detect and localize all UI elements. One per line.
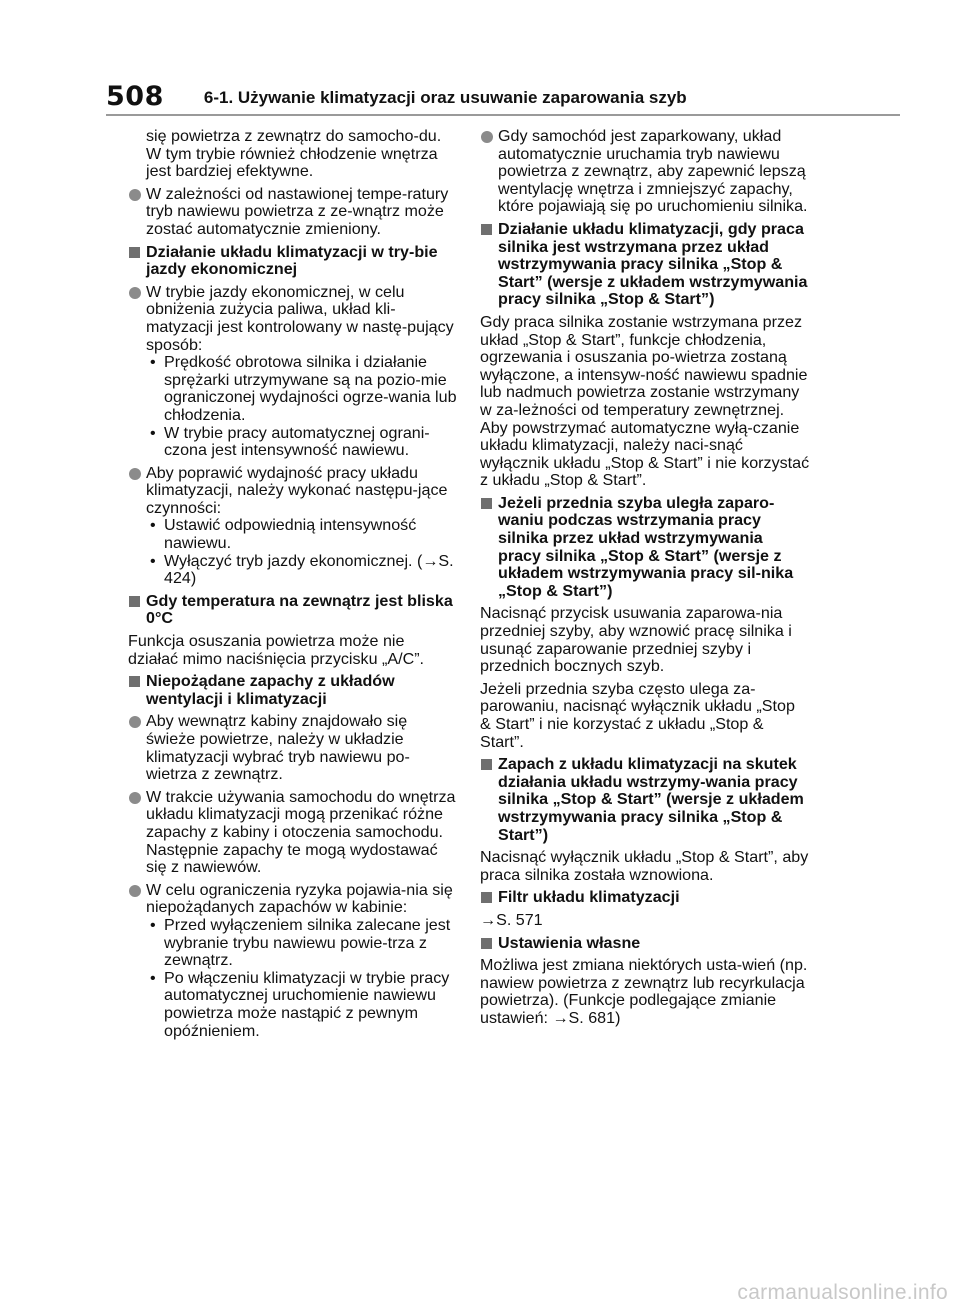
bullet-circle-icon	[481, 131, 493, 143]
sub-bullet-icon: •	[150, 551, 156, 570]
heading-text: Działanie układu klimatyzacji, gdy praca silnika jest wstrzymana przez układ wstrzymywania pracy silnika „Stop & Start” (wersje z układem wstrzymywania pracy silnika „Stop & Start”)	[498, 219, 808, 309]
heading-text: Niepożądane zapachy z układów wentylacji i klimatyzacji	[146, 672, 395, 708]
paragraph: Możliwa jest zmiana niektórych usta-wień (np. nawiew powietrza z zewnątrz lub recyrkulacja powietrza). (Funkcje podlegające zmianie ustawień: →S. 681)	[480, 956, 808, 1027]
sub-bullet-icon: •	[150, 968, 156, 987]
section-heading	[128, 593, 458, 628]
bullet-text: W trakcie używania samochodu do wnętrza układu klimatyzacji mogą przenikać różne zapachy z kabiny i otoczenia samochodu. Następnie zapachy te mogą wydostawać się z nawiewów.	[146, 787, 456, 877]
sub-item	[146, 425, 458, 460]
bullet-item	[128, 284, 458, 460]
bullet-text: W celu ograniczenia ryzyka pojawia-nia się niepożądanych zapachów w kabinie:	[146, 880, 453, 917]
left-column	[128, 128, 458, 1045]
bullet-text: Aby poprawić wydajność pracy układu klimatyzacji, należy wykonać następu-jące czynności:	[146, 463, 448, 517]
sub-item-text: Przed wyłączeniem silnika zalecane jest wybranie trybu nawiewu powie-trza z zewnątrz.	[164, 915, 451, 970]
sub-list	[146, 917, 458, 1040]
paragraph: Nacisnąć przycisk usuwania zaparowa-nia przedniej szyby, aby wznowić pracę silnika i usunąć zaparowanie przedniej szyby i przednich bocznych szyb.	[480, 604, 792, 676]
bullet-item	[128, 186, 458, 239]
sub-item	[146, 517, 458, 552]
bullet-circle-icon	[129, 189, 141, 201]
sub-list	[146, 354, 458, 460]
bullet-item	[128, 789, 458, 877]
paragraph: Gdy praca silnika zostanie wstrzymana przez układ „Stop & Start”, funkcje chłodzenia, ogrzewania i osuszania po-wietrza zostaną wyłączone, a intensyw-ność nawiewu spadnie lub nadmuch powietrza zostanie wstrzymany w za-leżności od temperatury zewnętrznej. Aby powstrzymać automatyczne wyłą-czanie układu klimatyzacji, należy naci-snąć wyłącznik układu „Stop & Start” i nie korzystać z układu „Stop & Start”.	[480, 312, 810, 490]
bullet-circle-icon	[129, 468, 141, 480]
heading-square-icon	[481, 498, 492, 509]
bullet-circle-icon	[129, 792, 141, 804]
bullet-item	[128, 713, 458, 783]
sub-bullet-icon: •	[150, 353, 156, 372]
header-divider	[106, 114, 900, 116]
heading-square-icon	[481, 224, 492, 235]
bullet-circle-icon	[129, 885, 141, 897]
sub-bullet-icon: •	[150, 516, 156, 535]
section-heading	[480, 495, 810, 601]
section-heading	[480, 889, 810, 907]
bullet-text: Aby wewnątrz kabiny znajdowało się świeże powietrze, należy w układzie klimatyzacji wybrać tryb nawiewu po-wietrza z zewnątrz.	[146, 712, 410, 784]
sub-list	[146, 517, 458, 587]
bullet-circle-icon	[129, 716, 141, 728]
sub-item-text: W trybie pracy automatycznej ograni-czona jest intensywność nawiewu.	[164, 423, 430, 460]
heading-square-icon	[129, 676, 140, 687]
sub-item	[146, 354, 458, 424]
heading-square-icon	[481, 759, 492, 770]
bullet-text: Gdy samochód jest zaparkowany, układ automatycznie uruchamia tryb nawiewu powietrza z zewnątrz, aby zapewnić lepszą wentylację wnętrza i zmniejszyć zapachy, które pojawiają się po uruchomieniu silnika.	[498, 127, 808, 216]
heading-square-icon	[129, 596, 140, 607]
right-column	[480, 128, 810, 1033]
sub-item	[146, 553, 458, 588]
heading-square-icon	[129, 247, 140, 258]
bullet-text: W zależności od nastawionej tempe-ratury tryb nawiewu powietrza z ze-wnątrz może zostać automatycznie zmieniony.	[146, 184, 449, 238]
paragraph-continuation: się powietrza z zewnątrz do samocho-du. W tym trybie również chłodzenie wnętrza jest bardziej efektywne.	[146, 127, 442, 181]
paragraph: →S. 571	[480, 910, 543, 929]
section-heading	[480, 756, 810, 844]
page-number: 508	[106, 81, 164, 112]
heading-text: Działanie układu klimatyzacji w try-bie jazdy ekonomicznej	[146, 242, 438, 279]
heading-text: Filtr układu klimatyzacji	[498, 888, 680, 907]
heading-square-icon	[481, 938, 492, 949]
bullet-item	[480, 128, 810, 216]
paragraph: Funkcja osuszania powietrza może nie działać mimo naciśnięcia przycisku „A/C”.	[128, 632, 425, 668]
sub-item-text: Wyłączyć tryb jazdy ekonomicznej. (→S. 424)	[164, 551, 454, 588]
sub-item	[146, 917, 458, 970]
sub-bullet-icon: •	[150, 423, 156, 442]
page-header	[106, 76, 900, 112]
heading-text: Jeżeli przednia szyba uległa zaparo-waniu podczas wstrzymania pracy silnika przez układ wstrzymywania pracy silnika „Stop & Start” (wersje z układem wstrzymywania pracy sil-nika „Stop & Start”)	[498, 493, 794, 600]
section-heading	[128, 673, 458, 708]
sub-item	[146, 970, 458, 1040]
heading-text: Zapach z układu klimatyzacji na skutek działania układu wstrzymy-wania pracy silnika „Stop & Start” (wersje z układem wstrzymywania pracy silnika „Stop & Start”)	[498, 755, 804, 844]
heading-text: Ustawienia własne	[498, 933, 641, 952]
heading-text: Gdy temperatura na zewnątrz jest bliska 0°C	[146, 591, 453, 628]
bullet-item	[128, 882, 458, 1040]
paragraph: Jeżeli przednia szyba często ulega za-parowaniu, nacisnąć wyłącznik układu „Stop & Start” i nie korzystać z układu „Stop & Start”.	[480, 679, 795, 751]
heading-square-icon	[481, 892, 492, 903]
section-heading	[480, 221, 810, 309]
section-heading	[128, 244, 458, 279]
paragraph: Nacisnąć wyłącznik układu „Stop & Start”, aby praca silnika została wznowiona.	[480, 848, 809, 884]
chapter-title: 6-1. Używanie klimatyzacji oraz usuwanie zaparowania szyb	[203, 88, 687, 107]
bullet-text: W trybie jazdy ekonomicznej, w celu obniżenia zużycia paliwa, układ kli-matyzacji jest kontrolowany w nastę-pujący sposób:	[146, 282, 454, 354]
bullet-item	[128, 465, 458, 588]
sub-item-text: Prędkość obrotowa silnika i działanie sprężarki utrzymywane są na pozio-mie ograniczonej wydajności ogrze-wania lub chłodzenia.	[164, 353, 457, 424]
section-heading	[480, 935, 810, 953]
sub-item-text: Ustawić odpowiednią intensywność nawiewu.	[164, 516, 417, 553]
sub-item-text: Po włączeniu klimatyzacji w trybie pracy automatycznej uruchomienie nawiewu powietrza może nastąpić z pewnym opóźnieniem.	[164, 968, 450, 1040]
watermark: carmanualsonline.info	[737, 1281, 948, 1304]
sub-bullet-icon: •	[150, 915, 156, 934]
bullet-circle-icon	[129, 287, 141, 299]
